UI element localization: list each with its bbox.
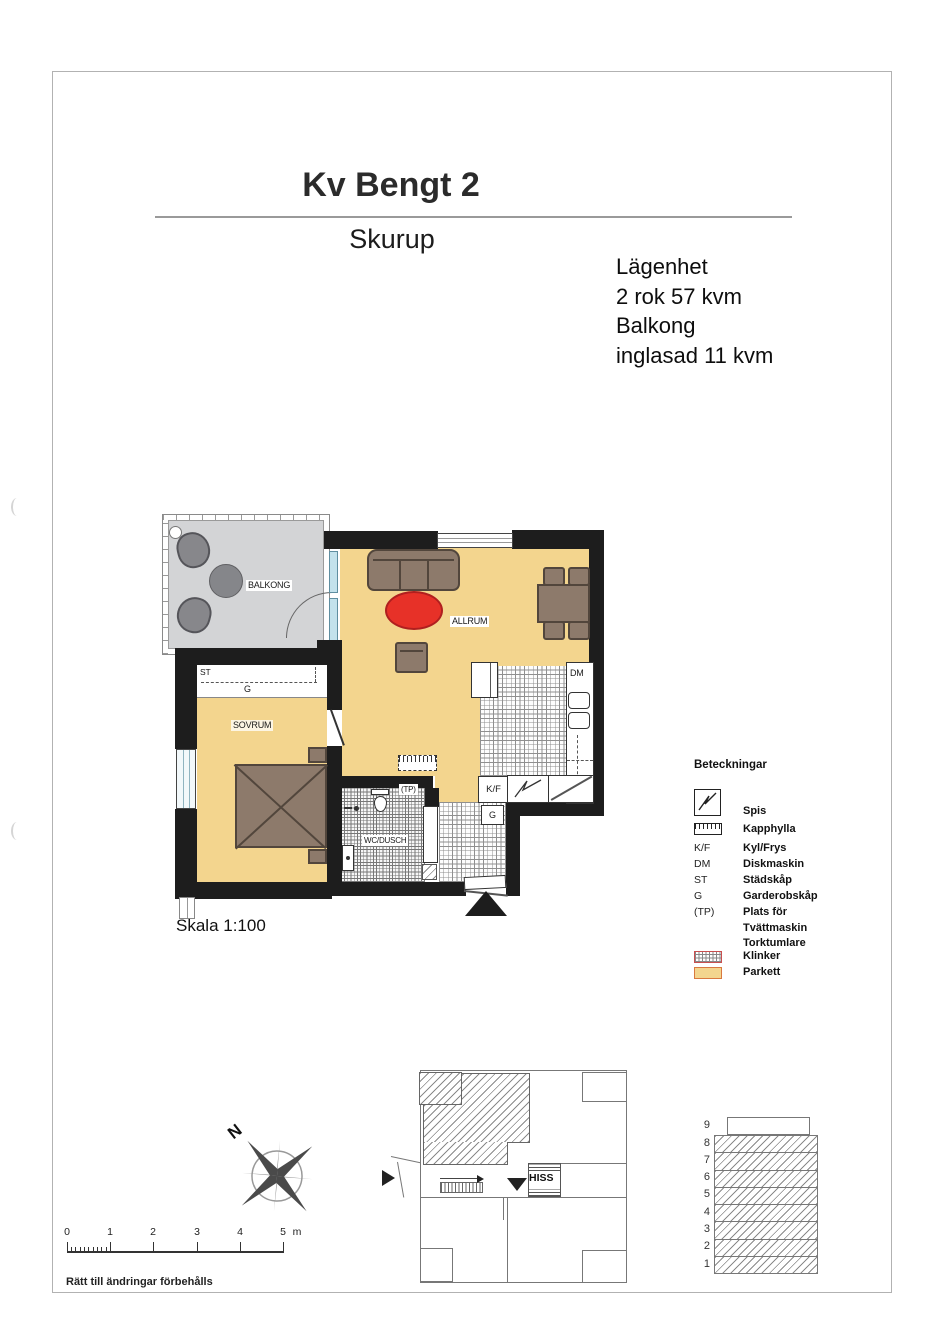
wall-segment <box>175 648 333 665</box>
info-line: Balkong <box>616 313 696 338</box>
floor-number: 3 <box>703 1223 710 1235</box>
north-label: N <box>224 1120 246 1143</box>
drain-mark <box>344 807 352 809</box>
legend-abbr: DM <box>694 858 711 870</box>
stairs-direction-line <box>440 1178 478 1179</box>
legend-label: Kyl/Frys <box>743 842 787 854</box>
closet-g-label: G <box>244 684 251 694</box>
scalebar-tick-label: 2 <box>150 1226 156 1238</box>
bathroom-door-leaf <box>423 806 438 863</box>
disclaimer-text: Rätt till ändringar förbehålls <box>66 1276 213 1288</box>
floor-stack <box>714 1135 818 1274</box>
legend-abbr: K/F <box>694 842 711 854</box>
entrance-arrow <box>465 891 507 916</box>
site-apartment-hatch <box>419 1072 462 1105</box>
armchair-seam <box>400 650 423 652</box>
floor-number: 1 <box>703 1258 710 1270</box>
scalebar-minor-tick <box>84 1247 85 1252</box>
bedroom-door-opening <box>327 710 342 746</box>
legend-abbr: (TP) <box>694 906 715 918</box>
shower-threshold <box>422 864 437 880</box>
scalebar-major-tick <box>67 1242 68 1252</box>
wall-segment <box>512 530 604 549</box>
scalebar-minor-tick <box>75 1247 76 1252</box>
apartment-info <box>616 252 773 370</box>
site-balcony-box <box>582 1250 627 1283</box>
scalebar-tick-label: 5 <box>280 1226 286 1238</box>
wall-segment <box>175 882 332 899</box>
counter-edge-line <box>567 760 593 761</box>
wall-segment <box>332 776 433 788</box>
toilet-tank <box>371 789 389 795</box>
scalebar-tick-label: 0 <box>64 1226 70 1238</box>
floor-number: 7 <box>703 1154 710 1166</box>
scan-artifact <box>11 498 23 516</box>
elevator-arrow <box>507 1178 527 1191</box>
kapphylla-icon-ticks <box>695 824 721 829</box>
parkett-swatch <box>694 967 722 979</box>
dining-chair-icon <box>543 621 565 640</box>
floor-number: 8 <box>703 1137 710 1149</box>
site-balcony-box <box>582 1072 627 1102</box>
scalebar-major-tick <box>110 1242 111 1252</box>
scalebar-minor-tick <box>80 1247 81 1252</box>
scalebar-major-tick <box>240 1242 241 1252</box>
site-wall-line <box>503 1197 504 1220</box>
klinker-swatch <box>694 951 722 963</box>
sofa-seam <box>399 559 401 589</box>
stairs-icon <box>440 1182 483 1193</box>
scalebar-major-tick <box>197 1242 198 1252</box>
info-line: Lägenhet <box>616 254 708 279</box>
sink-basin-icon <box>568 712 590 729</box>
hall-wardrobe-box <box>481 805 504 825</box>
floor-number: 6 <box>703 1171 710 1183</box>
kapphylla-ticks <box>399 756 436 762</box>
glazing <box>329 598 338 641</box>
legend-spis-label: Spis <box>743 805 767 817</box>
wall-segment <box>175 809 197 884</box>
spis-zigzag <box>695 790 719 814</box>
floor-number: 5 <box>703 1188 710 1200</box>
bathroom-label: WC/DUSCH <box>364 836 407 845</box>
sofa-icon <box>367 549 460 591</box>
legend-label: Garderobskåp <box>743 890 818 902</box>
fridge-door-line <box>490 663 491 697</box>
coat-shelf-kapphylla <box>398 755 437 771</box>
dining-chair-icon <box>568 621 590 640</box>
site-wall-line <box>420 1197 627 1198</box>
floor-drain <box>354 806 359 811</box>
legend-abbr: ST <box>694 874 708 886</box>
bathroom-sink <box>342 845 354 871</box>
legend-abbr: G <box>694 890 703 902</box>
scalebar-minor-tick <box>71 1247 72 1252</box>
floor-stack-top-box <box>727 1117 810 1135</box>
page-title: Kv Bengt 2 <box>302 166 480 204</box>
scalebar-tick-label: 1 <box>107 1226 113 1238</box>
sofa-seam <box>373 559 454 561</box>
balcony-label: BALKONG <box>248 580 291 590</box>
wall-segment <box>327 648 342 710</box>
closet-st-label: ST <box>200 667 211 677</box>
scalebar-major-tick <box>283 1242 284 1252</box>
scan-artifact <box>11 822 23 840</box>
wall-segment <box>324 531 438 549</box>
floor-row <box>715 1153 817 1170</box>
floor-number: 4 <box>703 1206 710 1218</box>
legend-label: Diskmaskin <box>743 858 805 870</box>
floor-row <box>715 1240 817 1257</box>
site-entrance-arrow <box>382 1170 395 1186</box>
living-room-label: ALLRUM <box>452 616 488 626</box>
legend-kapphylla-label: Kapphylla <box>743 823 796 835</box>
sofa-seam <box>427 559 429 589</box>
scalebar-unit: m <box>292 1226 302 1238</box>
wall-segment <box>425 788 439 807</box>
nightstand-icon <box>308 747 327 763</box>
wall-segment <box>430 882 466 896</box>
elevator-doors <box>529 1164 560 1171</box>
legend-label: Städskåp <box>743 874 792 886</box>
sink-dot <box>346 856 350 860</box>
stove-box <box>507 775 550 803</box>
fridge-label: K/F <box>486 784 501 795</box>
title-rule <box>155 216 792 218</box>
scalebar-tick-label: 4 <box>237 1226 243 1238</box>
closet-shelf-line <box>201 682 317 683</box>
wall-segment <box>589 548 604 666</box>
elevator-label: HISS <box>529 1172 554 1184</box>
legend-label: Plats för <box>743 906 788 918</box>
nightstand-icon <box>308 849 327 864</box>
floor-row <box>715 1188 817 1205</box>
legend-klinker-label: Klinker <box>743 950 781 962</box>
scalebar-line <box>67 1251 284 1253</box>
dining-table-icon <box>537 584 590 623</box>
info-line: 2 rok 57 kvm <box>616 283 742 309</box>
scale-label: Skala 1:100 <box>176 916 266 935</box>
fridge-kf-box <box>478 776 509 803</box>
scalebar-minor-tick <box>97 1247 98 1252</box>
spis-icon <box>694 789 721 816</box>
site-balcony-box <box>420 1248 453 1282</box>
legend-parkett-label: Parkett <box>743 966 781 978</box>
info-line: inglasad 11 kvm <box>616 342 774 368</box>
wall-segment <box>327 746 342 882</box>
glazing <box>329 551 338 593</box>
scalebar-minor-tick <box>88 1247 89 1252</box>
wall-segment <box>518 802 604 816</box>
armchair-icon <box>395 642 428 673</box>
laundry-label: (TP) <box>401 785 416 794</box>
closet-shelf-line <box>315 667 316 682</box>
scalebar-minor-tick <box>101 1247 102 1252</box>
dishwasher-label: DM <box>570 668 584 678</box>
wall-segment <box>330 882 430 896</box>
kapphylla-icon <box>694 823 722 835</box>
scalebar-tick-label: 3 <box>194 1226 200 1238</box>
page-subtitle: Skurup <box>349 224 435 254</box>
scalebar-minor-tick <box>93 1247 94 1252</box>
hall-g-label: G <box>488 810 496 820</box>
fridge-cabinet <box>471 662 498 698</box>
floor-row <box>715 1222 817 1239</box>
window <box>176 749 196 809</box>
balcony-table-icon <box>209 564 243 598</box>
floor-row <box>715 1136 817 1153</box>
floor-row <box>715 1205 817 1222</box>
stairs-arrow <box>477 1175 484 1183</box>
floor-number: 2 <box>703 1240 710 1252</box>
legend-heading: Beteckningar <box>694 759 767 771</box>
bedroom-label: SOVRUM <box>233 720 272 730</box>
site-wall-line <box>560 1163 627 1164</box>
window <box>437 533 513 548</box>
floor-row <box>715 1257 817 1273</box>
scalebar-minor-tick <box>106 1247 107 1252</box>
entrance-door-leaf <box>464 875 507 890</box>
stove-zigzag-icon <box>508 776 549 802</box>
scalebar-major-tick <box>153 1242 154 1252</box>
elevator-doors <box>529 1189 560 1196</box>
wall-segment <box>506 802 520 896</box>
legend-label: Torktumlare <box>743 937 806 949</box>
sink-basin-icon <box>568 692 590 709</box>
floor-number: 9 <box>703 1119 710 1131</box>
site-apartment-hatch <box>423 1142 508 1165</box>
floor-row <box>715 1171 817 1188</box>
rug-icon <box>385 591 443 630</box>
hall-parquet-strip <box>435 776 480 804</box>
site-wall-line <box>507 1197 508 1283</box>
legend-label: Tvättmaskin <box>743 922 808 934</box>
